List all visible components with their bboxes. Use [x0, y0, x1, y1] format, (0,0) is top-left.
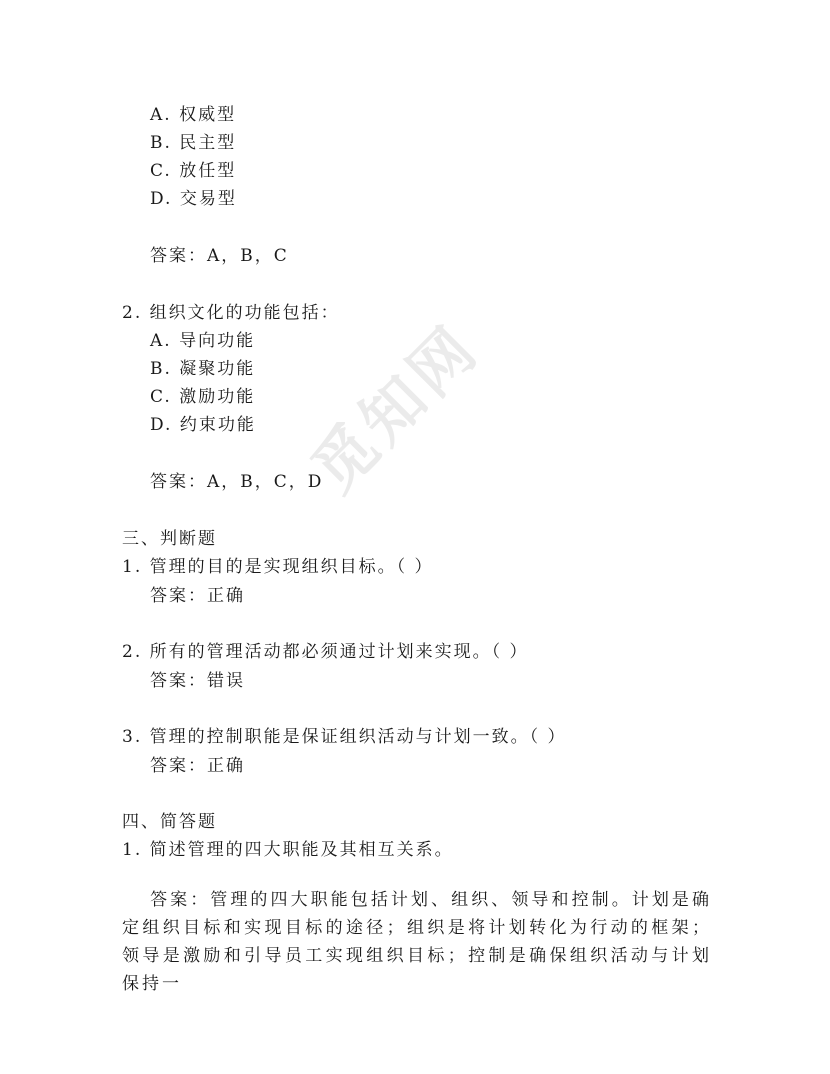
- q2-option-d: D. 约束功能: [150, 415, 256, 435]
- tf-question-2: 2. 所有的管理活动都必须通过计划来实现。（ ）: [122, 642, 529, 662]
- sa-answer-text: 答案：管理的四大职能包括计划、组织、领导和控制。计划是确定组织目标和实现目标的途径；组织是将计划转化为行动的框架；领导是激励和引导员工实现组织目标；控制是确保组织活动与计划保持一: [122, 890, 712, 994]
- section4-heading: 四、简答题: [122, 812, 217, 832]
- tf-answer-2: 答案：错误: [150, 671, 245, 691]
- watermark: 觅知网: [297, 310, 494, 506]
- sa-question-1: 1. 简述管理的四大职能及其相互关系。: [122, 840, 454, 860]
- q1-option-c: C. 放任型: [150, 161, 237, 181]
- sa-answer-paragraph: [122, 886, 712, 998]
- tf-question-3: 3. 管理的控制职能是保证组织活动与计划一致。（ ）: [122, 727, 567, 747]
- q1-option-b: B. 民主型: [150, 133, 237, 153]
- q2-option-a: A. 导向功能: [150, 331, 256, 351]
- q2-answer: 答案：A，B，C，D: [150, 472, 324, 492]
- tf-answer-1: 答案：正确: [150, 586, 245, 606]
- tf-question-1: 1. 管理的目的是实现组织目标。（ ）: [122, 557, 434, 577]
- q1-answer: 答案：A，B，C: [150, 246, 289, 266]
- q1-option-a: A. 权威型: [150, 105, 237, 125]
- section3-heading: 三、判断题: [122, 529, 217, 549]
- q2-option-b: B. 凝聚功能: [150, 359, 256, 379]
- q1-option-d: D. 交易型: [150, 189, 237, 209]
- q2-option-c: C. 激励功能: [150, 387, 256, 407]
- tf-answer-3: 答案：正确: [150, 756, 245, 776]
- q2-question: 2. 组织文化的功能包括：: [122, 303, 340, 323]
